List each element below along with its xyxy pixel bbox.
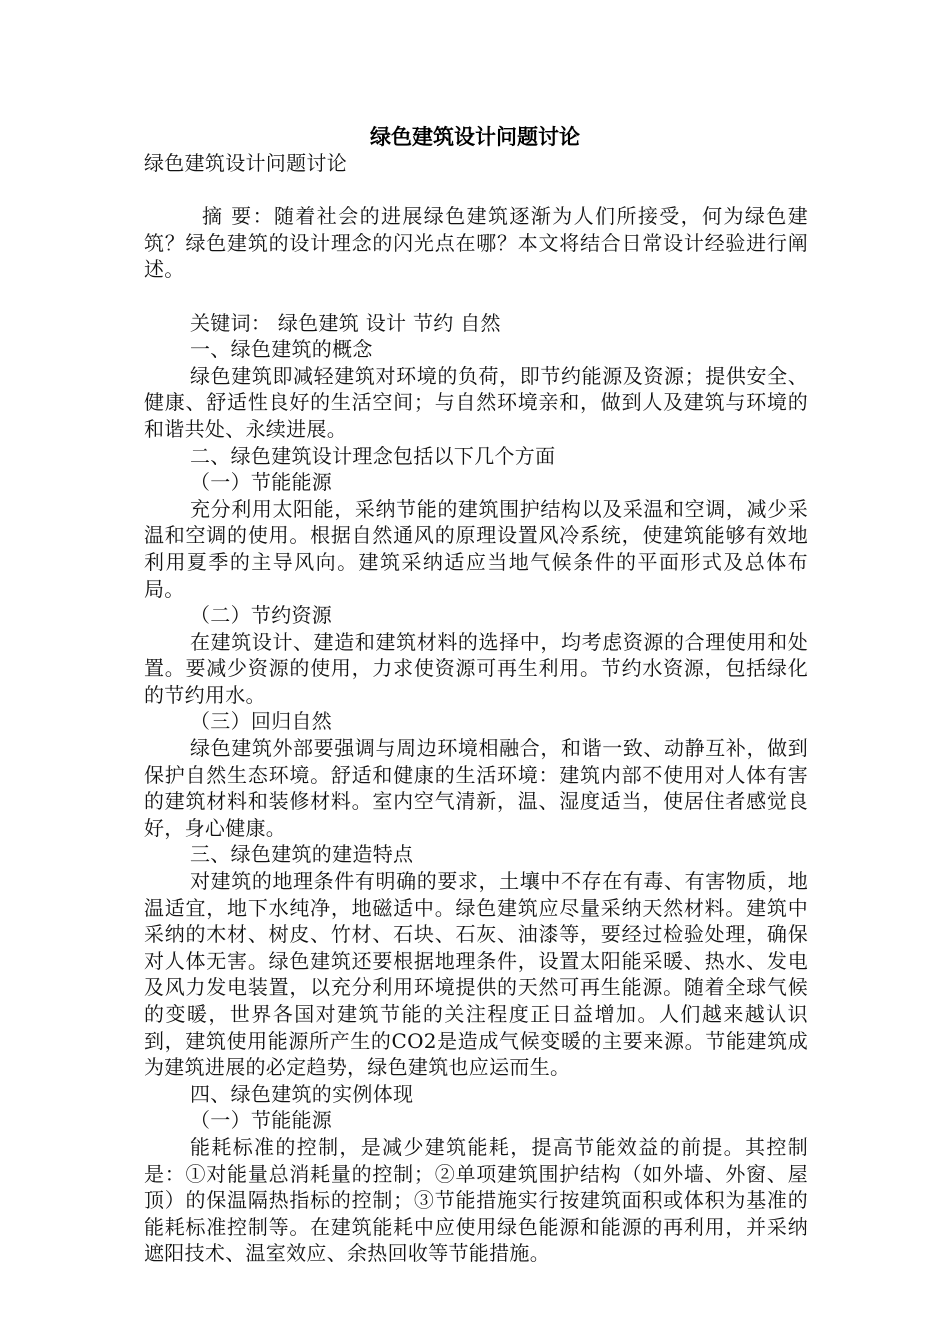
blank-line [144, 283, 808, 310]
subsection-heading-energy: （一）节能能源 [190, 470, 333, 495]
body-paragraph: 绿色建筑外部要强调与周边环境相融合，和谐一致、动静互补，做到保护自然生态环境。舒适和健康的生活环境：建筑内部不使用对人体有害的建筑材料和装修材料。室内空气清新，温、湿度适当，使居住者感觉良好，身心健康。 [144, 736, 808, 840]
keywords-line: 关键词： 绿色建筑 设计 节约 自然 [190, 310, 501, 335]
body-paragraph: 能耗标准的控制，是减少建筑能耗，提高节能效益的前提。其控制是：①对能量总消耗量的控制；②单项建筑围护结构（如外墙、外窗、屋顶）的保温隔热指标的控制；③节能措施实行按建筑面积或体积为基准的能耗标准控制等。在建筑能耗中应使用绿色能源和能源的再利用，并采纳遮阳技术、温室效应、余热回收等节能措施。 [144, 1134, 808, 1266]
document-body [144, 150, 808, 1267]
section-heading-design-concepts: 二、绿色建筑设计理念包括以下几个方面 [190, 443, 556, 468]
subsection-heading-energy-example: （一）节能能源 [190, 1108, 333, 1133]
body-paragraph: 绿色建筑即减轻建筑对环境的负荷，即节约能源及资源；提供安全、健康、舒适性良好的生活空间；与自然环境亲和，做到人及建筑与环境的和谐共处、永续进展。 [144, 363, 808, 441]
section-heading-features: 三、绿色建筑的建造特点 [190, 842, 414, 867]
section-heading-concept: 一、绿色建筑的概念 [190, 337, 373, 362]
document-subtitle: 绿色建筑设计问题讨论 [144, 151, 347, 175]
body-paragraph: 对建筑的地理条件有明确的要求，土壤中不存在有毒、有害物质，地温适宜，地下水纯净，地磁适中。绿色建筑应尽量采纳天然材料。建筑中采纳的木材、树皮、竹材、石块、石灰、油漆等，要经过检验处理，确保对人体无害。绿色建筑还要根据地理条件，设置太阳能采暖、热水、发电及风力发电装置，以充分利用环境提供的天然可再生能源。随着全球气候的变暖，世界各国对建筑节能的关注程度正日益增加。人们越来越认识到，建筑使用能源所产生的CO2是造成气候变暖的主要来源。节能建筑成为建筑进展的必定趋势，绿色建筑也应运而生。 [144, 869, 808, 1080]
document-title: 绿色建筑设计问题讨论 [370, 124, 580, 149]
abstract-paragraph: 摘 要：随着社会的进展绿色建筑逐渐为人们所接受，何为绿色建筑？绿色建筑的设计理念的闪光点在哪？本文将结合日常设计经验进行阐述。 [144, 204, 808, 282]
body-paragraph: 充分利用太阳能，采纳节能的建筑围护结构以及采温和空调，减少采温和空调的使用。根据自然通风的原理设置风冷系统，使建筑能够有效地利用夏季的主导风向。建筑采纳适应当地气候条件的平面形式及总体布局。 [144, 496, 808, 601]
section-heading-examples: 四、绿色建筑的实例体现 [190, 1081, 414, 1106]
blank-line [144, 177, 808, 204]
subsection-heading-resources: （二）节约资源 [190, 603, 333, 628]
subsection-heading-nature: （三）回归自然 [190, 709, 333, 734]
body-paragraph: 在建筑设计、建造和建筑材料的选择中，均考虑资源的合理使用和处置。要减少资源的使用，力求使资源可再生利用。节约水资源，包括绿化的节约用水。 [144, 629, 808, 707]
